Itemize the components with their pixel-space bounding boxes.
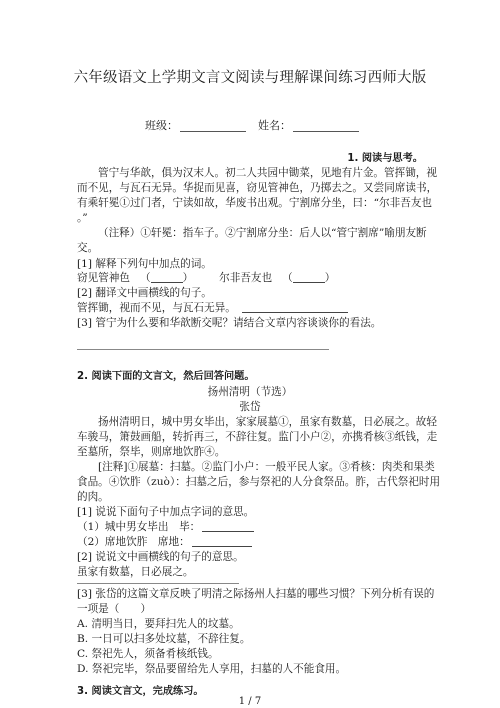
q2-sub1-b-row xyxy=(77,535,252,549)
q3-heading: 3. 阅读文言文，完成练习。 xyxy=(77,686,204,697)
q1-sub1-items xyxy=(77,271,335,285)
q2-sub1: [1] 说说下面句子中加点字词的意思。 xyxy=(77,506,255,518)
q1-answer-line[interactable] xyxy=(77,349,329,350)
q2-note-line: 的肉。 xyxy=(77,491,109,503)
q1-sub2: [2] 翻译文中画横线的句子。 xyxy=(77,287,212,299)
q2-passage-title: 扬州清明（节选） xyxy=(207,386,293,398)
q1-passage-line: 而不见，与瓦石无异。华捉而见喜，窃见管神色，乃掷去之。又尝同席读书， xyxy=(77,182,438,194)
q2-heading: 2. 阅读下面的文言文，然后回答问题。 xyxy=(77,371,255,382)
page-title: 六年级语文上学期文言文阅读与理解课间练习西师大版 xyxy=(73,70,427,86)
q2-sub3-line: 一项是（ ） xyxy=(77,603,152,615)
q1-sub1-a-blank[interactable] xyxy=(151,271,183,283)
q2-option-d[interactable]: D. 祭祀完毕，祭品要留给先人享用，扫墓的人不能食用。 xyxy=(77,663,347,675)
q2-sub1-b: （2）席地饮胙 席地： xyxy=(77,536,190,548)
q2-answer-line[interactable] xyxy=(77,583,239,584)
q1-note-line: （注释）①轩冕：指车子。②宁割席分坐：后人以“管宁割席”喻朋友断 xyxy=(98,227,427,239)
q2-passage-line: 扬州清明日，城中男女毕出，家家展墓①，虽家有数墓，日必展之。故轻 xyxy=(98,416,437,428)
q1-heading: 1. 阅读与思考。 xyxy=(347,153,423,164)
q2-passage-line: 至墓所，祭毕，则席地饮胙④。 xyxy=(77,446,226,458)
q1-sub2-sentence: 管挥锄，视而不见，与瓦石无异。 xyxy=(77,302,236,314)
paren-close: ） xyxy=(324,272,336,284)
class-blank[interactable] xyxy=(180,119,246,132)
q1-sub2-answer-blank[interactable] xyxy=(242,301,348,313)
q2-option-b[interactable]: B. 一日可以扫多处坟墓，不辞往复。 xyxy=(77,633,251,645)
q1-sub2-row xyxy=(77,301,348,315)
class-field xyxy=(145,117,246,133)
q1-sub1: [1] 解释下列句中加点的词。 xyxy=(77,258,212,270)
q2-note-line: [注释]①展墓：扫墓。②监门小户：一般平民人家。③肴核：肉类和果类 xyxy=(98,461,435,473)
q2-sub2: [2] 说说文中画横线的句子的意思。 xyxy=(77,551,244,563)
q2-option-c[interactable]: C. 祭祀先人，须备肴核纸钱。 xyxy=(77,648,219,660)
q2-sub1-a-blank[interactable] xyxy=(202,520,254,532)
name-label: 姓名： xyxy=(258,119,291,132)
q2-note-line: 食品。④饮胙（zuò）：扫墓之后，参与祭祀的人分食祭品。胙，古代祭祀时用 xyxy=(77,476,441,488)
paren-open: （ xyxy=(139,272,151,284)
q1-sub3: [3] 管宁为什么要和华歆断交呢？请结合文章内容谈谈你的看法。 xyxy=(77,317,382,329)
q1-note-line: 交。 xyxy=(77,242,99,254)
q1-sub1-b: 尔非吾友也 xyxy=(219,272,273,284)
q1-passage-line: 管宁与华歆，俱为汉末人。初二人共园中锄菜，见地有片金。管挥锄，视 xyxy=(98,167,437,179)
q2-sub1-a-row xyxy=(77,520,254,534)
q1-sub1-a: 窃见管神色 xyxy=(77,272,130,284)
q2-sub1-a: （1）城中男女毕出 毕： xyxy=(77,521,201,533)
class-label: 班级： xyxy=(145,119,178,132)
q2-sub1-b-blank[interactable] xyxy=(192,535,252,547)
name-blank[interactable] xyxy=(293,119,359,132)
q2-sub3-line: [3] 张岱的这篇文章反映了明清之际扬州人扫墓的哪些习惯？下列分析有误的 xyxy=(77,588,435,600)
page-number: 1 / 7 xyxy=(238,696,262,707)
paren-open: （ xyxy=(282,272,293,284)
q1-sub1-b-blank[interactable] xyxy=(293,271,325,283)
q2-sub2-sentence: 虽家有数墓，日必展之。 xyxy=(77,566,194,578)
paren-close: ） xyxy=(182,272,194,284)
q2-author: 张岱 xyxy=(239,401,261,413)
q1-passage-line: 。” xyxy=(77,212,88,224)
q1-passage-line: 有乘轩冕①过门者，宁读如故，华废书出观。宁割席分坐，曰：“尔非吾友也 xyxy=(77,197,433,209)
q2-passage-line: 车骏马，箫鼓画船，转折再三，不辞往复。监门小户②，亦携肴核③纸钱，走 xyxy=(77,431,438,443)
name-field xyxy=(258,117,359,133)
q2-option-a[interactable]: A. 清明当日，要拜扫先人的坟墓。 xyxy=(77,618,240,630)
